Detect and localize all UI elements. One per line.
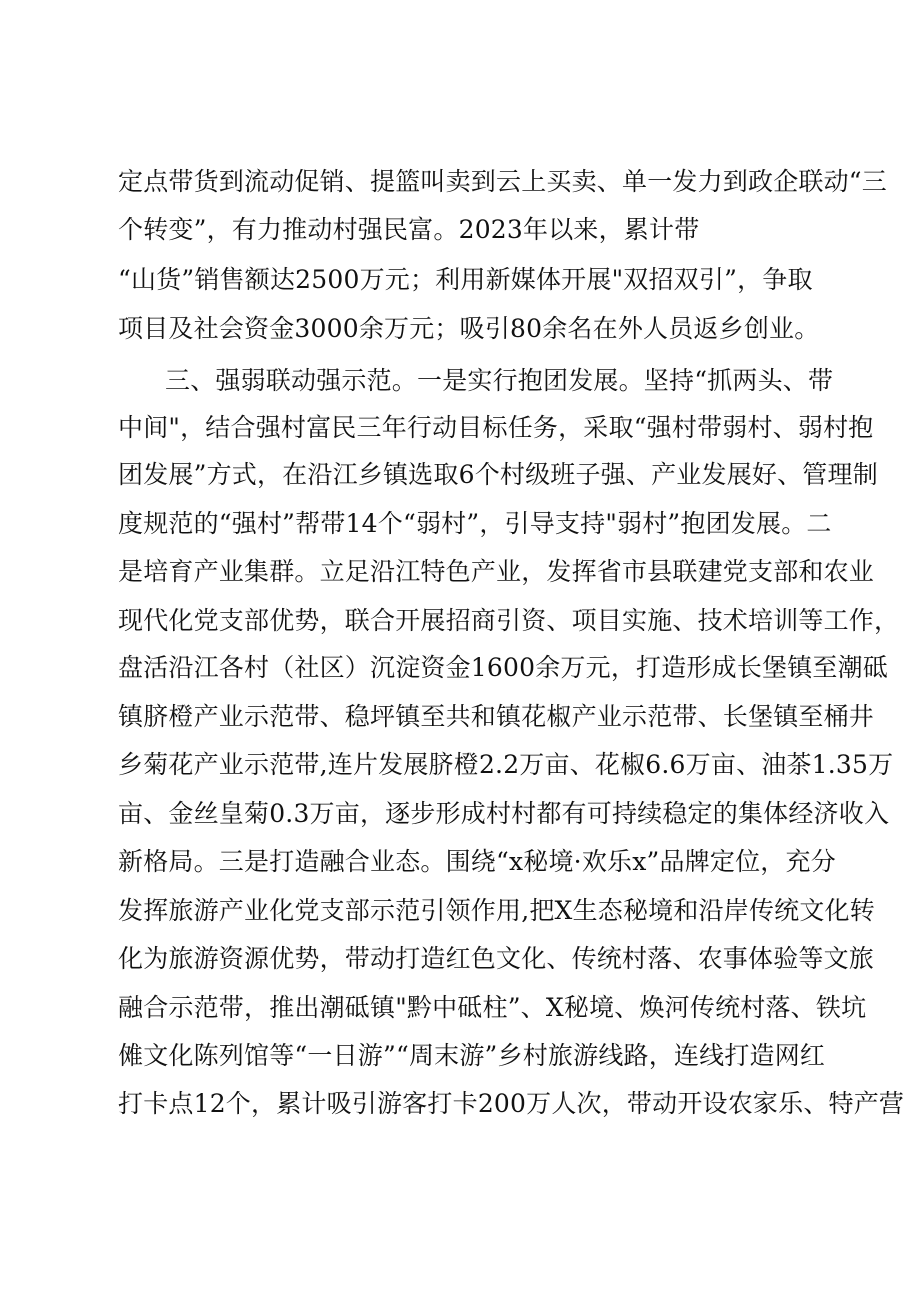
text-line-4: 项目及社会资金3000余万元；吸引80余名在外人员返乡创业。 (118, 314, 820, 343)
text-line-10: 现代化党支部优势，联合开展招商引资、项目实施、技术培训等工作， (118, 606, 900, 635)
text-line-7: 团发展”方式，在沿江乡镇选取6个村级班子强、产业发展好、管理制 (118, 460, 878, 489)
text-line-8: 度规范的“强村”帮带14个“弱村”，引导支持"弱村”抱团发展。二 (118, 509, 832, 538)
text-line-18: 融合示范带，推出潮砥镇"黔中砥柱”、X秘境、焕河传统村落、铁坑 (118, 993, 867, 1022)
text-line-3: “山货”销售额达2500万元；利用新媒体开展"双招双引”，争取 (118, 265, 813, 294)
text-line-9: 是培育产业集群。立足沿江特色产业，发挥省市县联建党支部和农业 (118, 557, 875, 586)
text-line-6: 中间"，结合强村富民三年行动目标任务，采取“强村带弱村、弱村抱 (118, 413, 874, 442)
text-line-1: 定点带货到流动促销、提篮叫卖到云上买卖、单一发力到政企联动“三 (118, 167, 887, 196)
text-line-12: 镇脐橙产业示范带、稳坪镇至共和镇花椒产业示范带、长堡镇至桶井 (118, 702, 875, 731)
text-line-5: 三、强弱联动强示范。一是实行抱团发展。坚持“抓两头、带 (165, 366, 834, 395)
text-line-14: 亩、金丝皇菊0.3万亩，逐步形成村村都有可持续稳定的集体经济收入 (118, 799, 890, 828)
text-line-20: 打卡点12个，累计吸引游客打卡200万人次，带动开设农家乐、特产营 (118, 1089, 905, 1118)
text-line-15: 新格局。三是打造融合业态。围绕“x秘境·欢乐x”品牌定位，充分 (118, 847, 836, 876)
text-line-17: 化为旅游资源优势，带动打造红色文化、传统村落、农事体验等文旅 (118, 944, 875, 973)
text-line-13: 乡菊花产业示范带,连片发展脐橙2.2万亩、花椒6.6万亩、油茶1.35万 (118, 750, 894, 779)
text-line-16: 发挥旅游产业化党支部示范引领作用,把X生态秘境和沿岸传统文化转 (118, 896, 875, 925)
text-line-11: 盘活沿江各村（社区）沉淀资金1600余万元，打造形成长堡镇至潮砥 (118, 653, 889, 682)
text-line-19: 傩文化陈列馆等“一日游”“周末游”乡村旅游线路，连线打造网红 (118, 1041, 826, 1070)
text-line-2: 个转变”，有力推动村强民富。2023年以来，累计带 (118, 215, 700, 244)
